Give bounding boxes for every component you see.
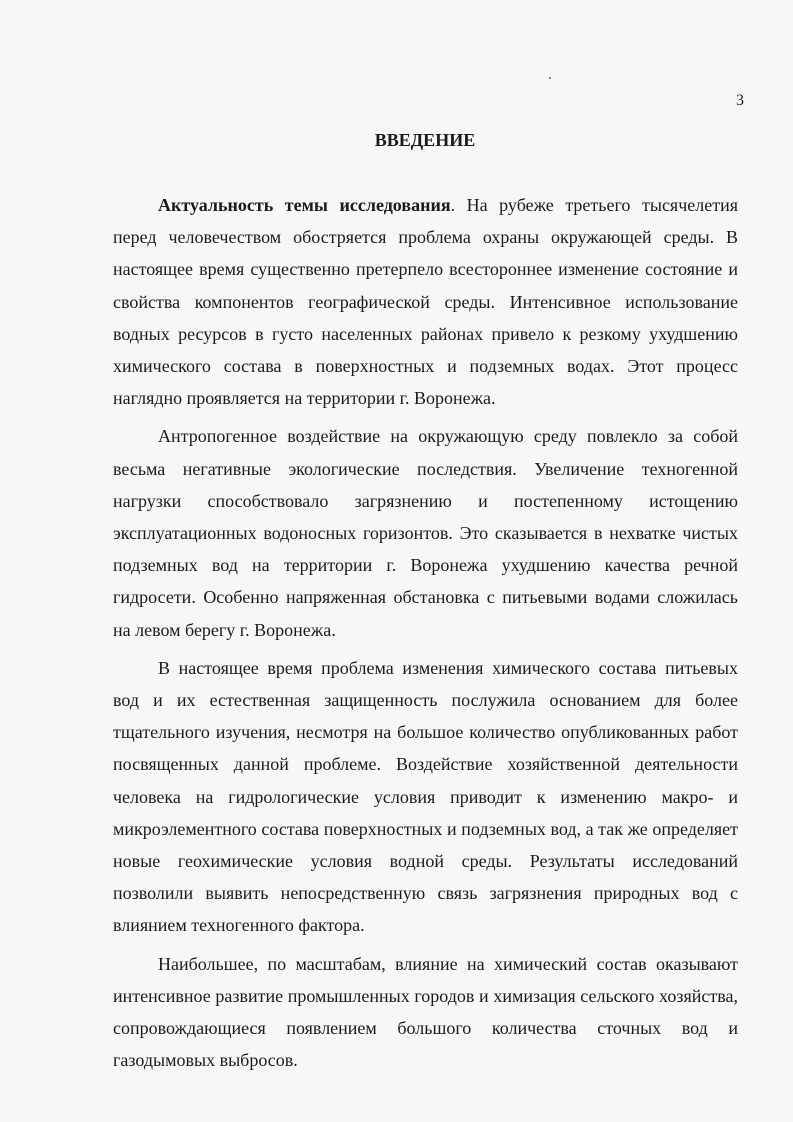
section-heading: ВВЕДЕНИЕ xyxy=(374,130,476,150)
paragraph-largest-influence: Наибольшее, по масштабам, влияние на химический состав оказывают интенсивное развитие промышленных городов и химизация сельского хозяйства, сопровождающиеся появлением большого количества сточных вод и газодымовых выбросов. xyxy=(113,953,738,1071)
page-number: 3 xyxy=(736,92,744,109)
paragraph-anthropogenic: Антропогенное воздействие на окружающую среду повлекло за собой весьма негативные экологические последствия. Увеличение техногенной нагрузки способствовало загрязнению и постепенному истощению эксплуатационных водоносных горизонтов. Это сказывается в нехватке чистых подземных вод на территории г. Воронежа ухудшению качества речной гидросети. Особенно напряженная обстановка с питьевыми водами сложилась на левом берегу г. Воронежа. xyxy=(113,426,738,640)
paragraph-current-problem: В настоящее время проблема изменения химического состава питьевых вод и их естественная защищенность послужила основанием для более тщательного изучения, несмотря на большое количество опубликованных работ посвященных данной проблеме. Воздействие хозяйственной деятельности человека на гидрологические условия приводит к изменению макро- и микроэлементного состава поверхностных и подземных вод, а так же определяет новые геохимические условия водной среды. Результаты исследований позволили выявить непосредственную связь загрязнения природных вод с влиянием техногенного фактора. xyxy=(113,657,738,936)
paragraph-text: . На рубеже третьего тысячелетия перед человечеством обостряется проблема охраны окружающей среды. В настоящее время существенно претерпело всестороннее изменение состояние и свойства компонентов географической среды. Интенсивное использование водных ресурсов в густо населенных районах привело к резкому ухудшению химического состава в поверхностных и подземных водах. Этот процесс наглядно проявляется на территории г. Воронежа. xyxy=(113,195,738,409)
scan-speck xyxy=(549,77,551,79)
body-text xyxy=(113,189,738,1082)
paragraph-relevance xyxy=(113,189,738,414)
paragraph-lead: Актуальность темы исследования xyxy=(158,195,451,215)
